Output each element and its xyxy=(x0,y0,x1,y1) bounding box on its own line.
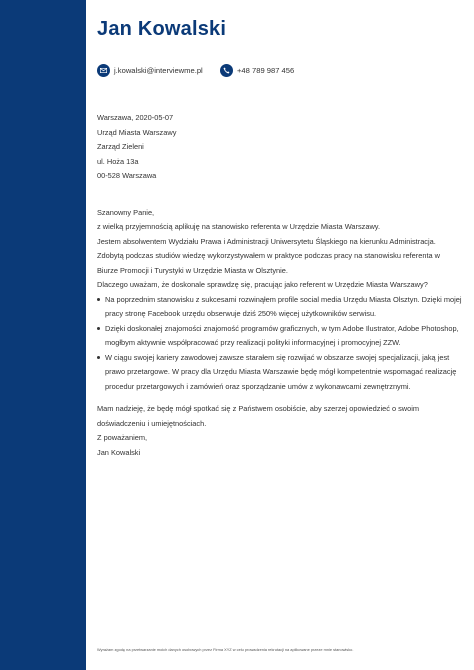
email-icon xyxy=(97,64,110,77)
phone-number: +48 789 987 456 xyxy=(237,65,295,75)
signature-name: Jan Kowalski xyxy=(97,447,141,457)
address-line: Zarząd Zieleni xyxy=(97,142,144,151)
phone-icon xyxy=(220,64,233,77)
applicant-name: Jan Kowalski xyxy=(97,18,227,40)
phone-contact[interactable] xyxy=(220,63,294,77)
signoff: Z poważaniem, xyxy=(97,433,148,442)
intro-paragraph: z wielką przyjemnością aplikuję na stanowisko referenta w Urzędzie Miasta Warszawy. xyxy=(97,222,381,231)
list-item: Na poprzednim stanowisku z sukcesami rozwinąłem profile social media Urzędu Miasta Olsztyn. Dzięki mojej pracy stronę Facebook urzędu obserwuje dziś 250% więcej użytkowników serwisu. xyxy=(97,293,462,322)
email-contact[interactable] xyxy=(97,63,203,77)
left-sidebar-band xyxy=(0,0,86,670)
address-line: 00-528 Warszawa xyxy=(97,171,157,180)
gdpr-consent-footer: Wyrażam zgodę na przetwarzanie moich danych osobowych przez Firma XYZ w celu prowadzenia rekrutacji na aplikowane przeze mnie stanowisko. xyxy=(97,647,354,652)
date-line: Warszawa, 2020-05-07 xyxy=(97,113,174,122)
list-item: W ciągu swojej kariery zawodowej zawsze starałem się rozwijać w obszarze swojej specjalizacji, jaką jest prawo przetargowe. W pracy dla Urzędu Miasta Warszawie będę mógł kompetentnie wspomagać realizację procedur przetargowych i zamówień oraz sporządzanie umów z wykonawcami zewnętrznymi. xyxy=(97,351,462,395)
qualifications-list xyxy=(97,293,462,395)
email-address: j.kowalski@interviewme.pl xyxy=(114,65,203,75)
salutation: Szanowny Panie, xyxy=(97,207,155,217)
address-line: Urząd Miasta Warszawy xyxy=(97,127,177,137)
closing-paragraph: Mam nadzieję, że będę mógł spotkać się z Państwem osobiście, aby szerzej opowiedzieć o swoim doświadczeniu i umiejętnościach. xyxy=(97,404,420,428)
letter-content xyxy=(97,0,462,670)
list-item: Dzięki doskonałej znajomości znajomość programów graficznych, w tym Adobe Ilustrator, Adobe Photoshop, mogłbym aktywnie współpracować przy realizacji polityki informacyjnej i promocyjnej ZZW. xyxy=(97,322,462,351)
question-paragraph: Dlaczego uważam, że doskonale sprawdzę się, pracując jako referent w Urzędzie Miasta Warszawy? xyxy=(97,280,428,289)
recipient-address xyxy=(97,111,462,184)
letter-body xyxy=(97,111,462,460)
experience-paragraph: Jestem absolwentem Wydziału Prawa i Administracji Uniwersytetu Śląskiego na kierunku Administracja. Zdobytą podczas studiów wiedzę wykorzystywałem w praktyce podczas pracy na stanowisku referenta w Biurze Promocji i Turystyki w Urzędzie Miasta w Olsztynie. xyxy=(97,236,440,275)
address-line: ul. Hoża 13a xyxy=(97,156,139,166)
